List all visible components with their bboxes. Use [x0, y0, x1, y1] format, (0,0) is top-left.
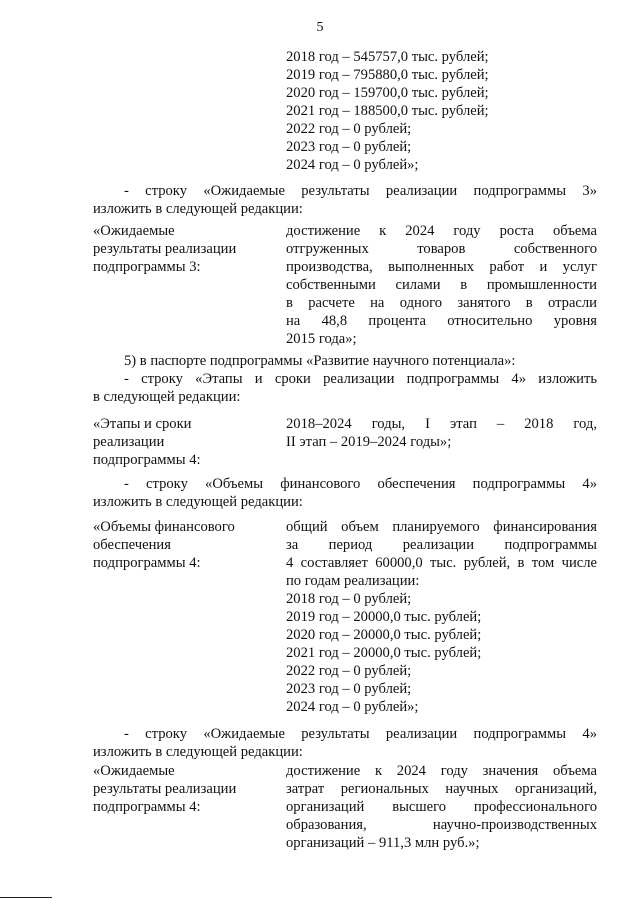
year-line: 2022 год – 0 рублей; — [286, 121, 412, 137]
field-value: 2018 год – 0 рублей; — [286, 591, 412, 607]
field-label: «Ожидаемые — [93, 763, 175, 779]
field-value: достижение к 2024 году значения объема — [286, 763, 597, 779]
instruction-line: в следующей редакции: — [93, 389, 241, 405]
field-value: 4 составляет 60000,0 тыс. рублей, в том числе — [286, 555, 597, 571]
field-label: подпрограммы 4: — [93, 799, 201, 815]
year-line: 2018 год – 545757,0 тыс. рублей; — [286, 49, 489, 65]
field-label: подпрограммы 4: — [93, 555, 201, 571]
field-label: подпрограммы 4: — [93, 452, 201, 468]
year-line: 2024 год – 0 рублей»; — [286, 157, 419, 173]
footer-rule — [0, 897, 52, 898]
page-number: 5 — [316, 20, 324, 35]
instruction-line: - строку «Этапы и сроки реализации подпрограммы 4» изложить — [124, 371, 597, 387]
field-value: 2023 год – 0 рублей; — [286, 681, 412, 697]
instruction-line: изложить в следующей редакции: — [93, 744, 303, 760]
year-line: 2020 год – 159700,0 тыс. рублей; — [286, 85, 489, 101]
field-label: результаты реализации — [93, 781, 237, 797]
field-value: за период реализации подпрограммы — [286, 537, 597, 553]
field-label: результаты реализации — [93, 241, 237, 257]
section-heading: 5) в паспорте подпрограммы «Развитие научного потенциала»: — [124, 353, 516, 369]
instruction-line: - строку «Объемы финансового обеспечения подпрограммы 4» — [124, 476, 597, 492]
instruction-line: изложить в следующей редакции: — [93, 201, 303, 217]
field-value: производства, выполненных работ и услуг — [286, 259, 597, 275]
field-value: собственными силами в промышленности — [286, 277, 597, 293]
field-value: 2020 год – 20000,0 тыс. рублей; — [286, 627, 482, 643]
field-value: общий объем планируемого финансирования — [286, 519, 597, 535]
field-value: в расчете на одного занятого в отрасли — [286, 295, 597, 311]
field-value: достижение к 2024 году роста объема — [286, 223, 597, 239]
instruction-line: - строку «Ожидаемые результаты реализации подпрограммы 3» — [124, 183, 597, 199]
field-value: организаций – 911,3 млн руб.»; — [286, 835, 480, 851]
instruction-line: изложить в следующей редакции: — [93, 494, 303, 510]
field-label: обеспечения — [93, 537, 171, 553]
field-value: затрат региональных научных организаций, — [286, 781, 597, 797]
year-line: 2021 год – 188500,0 тыс. рублей; — [286, 103, 489, 119]
field-value: 2015 года»; — [286, 331, 357, 347]
field-value: организаций высшего профессионального — [286, 799, 597, 815]
field-value: отгруженных товаров собственного — [286, 241, 597, 257]
field-label: реализации — [93, 434, 165, 450]
field-value: 2019 год – 20000,0 тыс. рублей; — [286, 609, 482, 625]
year-line: 2023 год – 0 рублей; — [286, 139, 412, 155]
field-label: «Ожидаемые — [93, 223, 175, 239]
field-value: на 48,8 процента относительно уровня — [286, 313, 597, 329]
field-value: по годам реализации: — [286, 573, 420, 589]
field-value: 2018–2024 годы, I этап – 2018 год, — [286, 416, 597, 432]
field-value: образования, научно-производственных — [286, 817, 597, 833]
field-value: 2022 год – 0 рублей; — [286, 663, 412, 679]
year-line: 2019 год – 795880,0 тыс. рублей; — [286, 67, 489, 83]
field-value: 2024 год – 0 рублей»; — [286, 699, 419, 715]
field-label: подпрограммы 3: — [93, 259, 201, 275]
field-label: «Этапы и сроки — [93, 416, 192, 432]
field-label: «Объемы финансового — [93, 519, 235, 535]
instruction-line: - строку «Ожидаемые результаты реализации подпрограммы 4» — [124, 726, 597, 742]
field-value: 2021 год – 20000,0 тыс. рублей; — [286, 645, 482, 661]
field-value: II этап – 2019–2024 годы»; — [286, 434, 452, 450]
